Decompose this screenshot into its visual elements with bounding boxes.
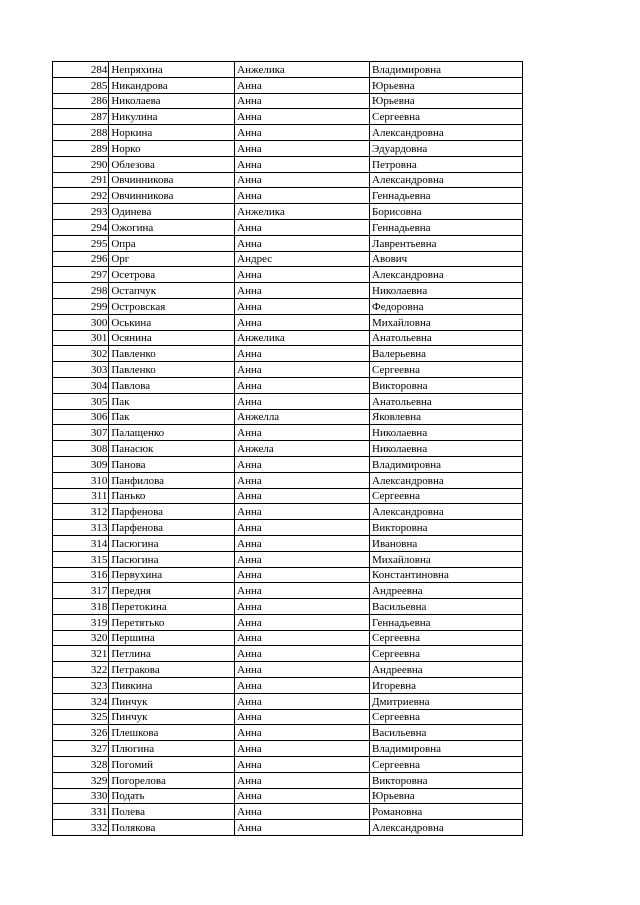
last-name-cell: Перетятько bbox=[109, 614, 235, 630]
table-row bbox=[53, 567, 523, 583]
row-number-cell: 296 bbox=[53, 251, 109, 267]
last-name-cell: Осянина bbox=[109, 330, 235, 346]
row-number-cell: 316 bbox=[53, 567, 109, 583]
middle-name-cell: Юрьевна bbox=[370, 93, 523, 109]
first-name-cell: Анна bbox=[235, 362, 370, 378]
row-number-cell: 301 bbox=[53, 330, 109, 346]
last-name-cell: Плешкова bbox=[109, 725, 235, 741]
row-number-cell: 328 bbox=[53, 757, 109, 773]
last-name-cell: Пивкина bbox=[109, 678, 235, 694]
row-number-cell: 291 bbox=[53, 172, 109, 188]
middle-name-cell: Николаевна bbox=[370, 283, 523, 299]
first-name-cell: Анна bbox=[235, 520, 370, 536]
last-name-cell: Пинчук bbox=[109, 693, 235, 709]
last-name-cell: Никандрова bbox=[109, 77, 235, 93]
first-name-cell: Анна bbox=[235, 235, 370, 251]
last-name-cell: Непряхина bbox=[109, 62, 235, 78]
row-number-cell: 311 bbox=[53, 488, 109, 504]
last-name-cell: Павлова bbox=[109, 377, 235, 393]
last-name-cell: Парфенова bbox=[109, 504, 235, 520]
row-number-cell: 330 bbox=[53, 788, 109, 804]
first-name-cell: Анна bbox=[235, 219, 370, 235]
table-row bbox=[53, 93, 523, 109]
middle-name-cell: Владимировна bbox=[370, 741, 523, 757]
middle-name-cell: Анатольевна bbox=[370, 393, 523, 409]
row-number-cell: 302 bbox=[53, 346, 109, 362]
last-name-cell: Передня bbox=[109, 583, 235, 599]
table-row bbox=[53, 346, 523, 362]
table-row bbox=[53, 488, 523, 504]
row-number-cell: 313 bbox=[53, 520, 109, 536]
middle-name-cell: Васильевна bbox=[370, 599, 523, 615]
table-row bbox=[53, 267, 523, 283]
last-name-cell: Палащенко bbox=[109, 425, 235, 441]
middle-name-cell: Дмитриевна bbox=[370, 693, 523, 709]
middle-name-cell: Николаевна bbox=[370, 425, 523, 441]
middle-name-cell: Константиновна bbox=[370, 567, 523, 583]
row-number-cell: 314 bbox=[53, 535, 109, 551]
middle-name-cell: Геннадьевна bbox=[370, 614, 523, 630]
row-number-cell: 319 bbox=[53, 614, 109, 630]
first-name-cell: Анна bbox=[235, 77, 370, 93]
row-number-cell: 331 bbox=[53, 804, 109, 820]
last-name-cell: Пак bbox=[109, 409, 235, 425]
row-number-cell: 290 bbox=[53, 156, 109, 172]
middle-name-cell: Борисовна bbox=[370, 204, 523, 220]
first-name-cell: Анна bbox=[235, 709, 370, 725]
middle-name-cell: Ивановна bbox=[370, 535, 523, 551]
last-name-cell: Павленко bbox=[109, 362, 235, 378]
table-row bbox=[53, 62, 523, 78]
last-name-cell: Панько bbox=[109, 488, 235, 504]
last-name-cell: Парфенова bbox=[109, 520, 235, 536]
table-row bbox=[53, 693, 523, 709]
table-row bbox=[53, 362, 523, 378]
first-name-cell: Анна bbox=[235, 504, 370, 520]
table-row bbox=[53, 504, 523, 520]
first-name-cell: Анжелика bbox=[235, 330, 370, 346]
table-row bbox=[53, 441, 523, 457]
row-number-cell: 303 bbox=[53, 362, 109, 378]
last-name-cell: Павленко bbox=[109, 346, 235, 362]
table-row bbox=[53, 599, 523, 615]
first-name-cell: Анжела bbox=[235, 441, 370, 457]
row-number-cell: 327 bbox=[53, 741, 109, 757]
table-row bbox=[53, 314, 523, 330]
table-row bbox=[53, 409, 523, 425]
last-name-cell: Панфилова bbox=[109, 472, 235, 488]
table-row bbox=[53, 614, 523, 630]
last-name-cell: Перетокина bbox=[109, 599, 235, 615]
row-number-cell: 308 bbox=[53, 441, 109, 457]
table-row bbox=[53, 741, 523, 757]
table-row bbox=[53, 425, 523, 441]
table-row bbox=[53, 662, 523, 678]
last-name-cell: Панова bbox=[109, 456, 235, 472]
first-name-cell: Анна bbox=[235, 741, 370, 757]
row-number-cell: 292 bbox=[53, 188, 109, 204]
row-number-cell: 315 bbox=[53, 551, 109, 567]
row-number-cell: 288 bbox=[53, 125, 109, 141]
table-row bbox=[53, 757, 523, 773]
middle-name-cell: Сергеевна bbox=[370, 646, 523, 662]
middle-name-cell: Юрьевна bbox=[370, 77, 523, 93]
row-number-cell: 300 bbox=[53, 314, 109, 330]
middle-name-cell: Лаврентьевна bbox=[370, 235, 523, 251]
middle-name-cell: Владимировна bbox=[370, 62, 523, 78]
first-name-cell: Анна bbox=[235, 267, 370, 283]
middle-name-cell: Петровна bbox=[370, 156, 523, 172]
table-row bbox=[53, 820, 523, 836]
table-row bbox=[53, 804, 523, 820]
row-number-cell: 298 bbox=[53, 283, 109, 299]
last-name-cell: Овчинникова bbox=[109, 188, 235, 204]
first-name-cell: Анна bbox=[235, 393, 370, 409]
last-name-cell: Першина bbox=[109, 630, 235, 646]
middle-name-cell: Михайловна bbox=[370, 314, 523, 330]
names-table bbox=[52, 61, 523, 836]
table-row bbox=[53, 251, 523, 267]
table-row bbox=[53, 551, 523, 567]
last-name-cell: Овчинникова bbox=[109, 172, 235, 188]
table-row bbox=[53, 630, 523, 646]
first-name-cell: Андрес bbox=[235, 251, 370, 267]
middle-name-cell: Михайловна bbox=[370, 551, 523, 567]
middle-name-cell: Яковлевна bbox=[370, 409, 523, 425]
row-number-cell: 309 bbox=[53, 456, 109, 472]
table-row bbox=[53, 377, 523, 393]
last-name-cell: Николаева bbox=[109, 93, 235, 109]
row-number-cell: 294 bbox=[53, 219, 109, 235]
middle-name-cell: Игоревна bbox=[370, 678, 523, 694]
middle-name-cell: Сергеевна bbox=[370, 488, 523, 504]
first-name-cell: Анна bbox=[235, 599, 370, 615]
middle-name-cell: Сергеевна bbox=[370, 709, 523, 725]
first-name-cell: Анна bbox=[235, 425, 370, 441]
last-name-cell: Облезова bbox=[109, 156, 235, 172]
first-name-cell: Анна bbox=[235, 772, 370, 788]
middle-name-cell: Александровна bbox=[370, 125, 523, 141]
row-number-cell: 297 bbox=[53, 267, 109, 283]
middle-name-cell: Александровна bbox=[370, 820, 523, 836]
row-number-cell: 324 bbox=[53, 693, 109, 709]
table-row bbox=[53, 109, 523, 125]
middle-name-cell: Сергеевна bbox=[370, 109, 523, 125]
row-number-cell: 329 bbox=[53, 772, 109, 788]
row-number-cell: 312 bbox=[53, 504, 109, 520]
last-name-cell: Осетрова bbox=[109, 267, 235, 283]
first-name-cell: Анна bbox=[235, 693, 370, 709]
last-name-cell: Пинчук bbox=[109, 709, 235, 725]
middle-name-cell: Александровна bbox=[370, 504, 523, 520]
first-name-cell: Анна bbox=[235, 820, 370, 836]
first-name-cell: Анжелика bbox=[235, 62, 370, 78]
middle-name-cell: Федоровна bbox=[370, 298, 523, 314]
last-name-cell: Опра bbox=[109, 235, 235, 251]
row-number-cell: 323 bbox=[53, 678, 109, 694]
last-name-cell: Петлина bbox=[109, 646, 235, 662]
middle-name-cell: Владимировна bbox=[370, 456, 523, 472]
middle-name-cell: Васильевна bbox=[370, 725, 523, 741]
row-number-cell: 326 bbox=[53, 725, 109, 741]
first-name-cell: Анжелла bbox=[235, 409, 370, 425]
table-row bbox=[53, 520, 523, 536]
last-name-cell: Орг bbox=[109, 251, 235, 267]
table-row bbox=[53, 156, 523, 172]
last-name-cell: Оськина bbox=[109, 314, 235, 330]
first-name-cell: Анна bbox=[235, 583, 370, 599]
row-number-cell: 299 bbox=[53, 298, 109, 314]
table-row bbox=[53, 535, 523, 551]
first-name-cell: Анна bbox=[235, 314, 370, 330]
first-name-cell: Анна bbox=[235, 140, 370, 156]
first-name-cell: Анжелика bbox=[235, 204, 370, 220]
first-name-cell: Анна bbox=[235, 646, 370, 662]
middle-name-cell: Викторовна bbox=[370, 772, 523, 788]
row-number-cell: 307 bbox=[53, 425, 109, 441]
names-table-body bbox=[53, 62, 523, 836]
middle-name-cell: Александровна bbox=[370, 267, 523, 283]
row-number-cell: 332 bbox=[53, 820, 109, 836]
table-row bbox=[53, 188, 523, 204]
table-row bbox=[53, 140, 523, 156]
middle-name-cell: Эдуардовна bbox=[370, 140, 523, 156]
last-name-cell: Норко bbox=[109, 140, 235, 156]
middle-name-cell: Александровна bbox=[370, 472, 523, 488]
table-row bbox=[53, 235, 523, 251]
last-name-cell: Остапчук bbox=[109, 283, 235, 299]
row-number-cell: 286 bbox=[53, 93, 109, 109]
row-number-cell: 310 bbox=[53, 472, 109, 488]
first-name-cell: Анна bbox=[235, 567, 370, 583]
first-name-cell: Анна bbox=[235, 472, 370, 488]
table-row bbox=[53, 393, 523, 409]
first-name-cell: Анна bbox=[235, 678, 370, 694]
row-number-cell: 304 bbox=[53, 377, 109, 393]
first-name-cell: Анна bbox=[235, 172, 370, 188]
middle-name-cell: Авович bbox=[370, 251, 523, 267]
last-name-cell: Полева bbox=[109, 804, 235, 820]
table-row bbox=[53, 172, 523, 188]
middle-name-cell: Николаевна bbox=[370, 441, 523, 457]
table-row bbox=[53, 646, 523, 662]
first-name-cell: Анна bbox=[235, 109, 370, 125]
last-name-cell: Одинева bbox=[109, 204, 235, 220]
middle-name-cell: Геннадьевна bbox=[370, 219, 523, 235]
first-name-cell: Анна bbox=[235, 725, 370, 741]
middle-name-cell: Викторовна bbox=[370, 520, 523, 536]
first-name-cell: Анна bbox=[235, 662, 370, 678]
table-row bbox=[53, 219, 523, 235]
first-name-cell: Анна bbox=[235, 788, 370, 804]
middle-name-cell: Сергеевна bbox=[370, 757, 523, 773]
last-name-cell: Пасюгина bbox=[109, 535, 235, 551]
row-number-cell: 287 bbox=[53, 109, 109, 125]
table-row bbox=[53, 283, 523, 299]
last-name-cell: Панасюк bbox=[109, 441, 235, 457]
table-row bbox=[53, 298, 523, 314]
table-row bbox=[53, 709, 523, 725]
first-name-cell: Анна bbox=[235, 346, 370, 362]
last-name-cell: Островская bbox=[109, 298, 235, 314]
middle-name-cell: Сергеевна bbox=[370, 362, 523, 378]
last-name-cell: Полякова bbox=[109, 820, 235, 836]
table-row bbox=[53, 204, 523, 220]
last-name-cell: Пасюгина bbox=[109, 551, 235, 567]
first-name-cell: Анна bbox=[235, 125, 370, 141]
first-name-cell: Анна bbox=[235, 757, 370, 773]
table-row bbox=[53, 583, 523, 599]
row-number-cell: 320 bbox=[53, 630, 109, 646]
table-row bbox=[53, 330, 523, 346]
middle-name-cell: Геннадьевна bbox=[370, 188, 523, 204]
first-name-cell: Анна bbox=[235, 614, 370, 630]
row-number-cell: 293 bbox=[53, 204, 109, 220]
last-name-cell: Норкина bbox=[109, 125, 235, 141]
table-row bbox=[53, 725, 523, 741]
row-number-cell: 284 bbox=[53, 62, 109, 78]
last-name-cell: Ожогина bbox=[109, 219, 235, 235]
last-name-cell: Пак bbox=[109, 393, 235, 409]
last-name-cell: Погорелова bbox=[109, 772, 235, 788]
table-row bbox=[53, 678, 523, 694]
last-name-cell: Погомий bbox=[109, 757, 235, 773]
row-number-cell: 285 bbox=[53, 77, 109, 93]
middle-name-cell: Анатольевна bbox=[370, 330, 523, 346]
first-name-cell: Анна bbox=[235, 630, 370, 646]
middle-name-cell: Сергеевна bbox=[370, 630, 523, 646]
first-name-cell: Анна bbox=[235, 188, 370, 204]
table-row bbox=[53, 772, 523, 788]
first-name-cell: Анна bbox=[235, 156, 370, 172]
table-row bbox=[53, 125, 523, 141]
middle-name-cell: Валерьевна bbox=[370, 346, 523, 362]
row-number-cell: 295 bbox=[53, 235, 109, 251]
middle-name-cell: Андреевна bbox=[370, 662, 523, 678]
row-number-cell: 325 bbox=[53, 709, 109, 725]
row-number-cell: 305 bbox=[53, 393, 109, 409]
last-name-cell: Первухина bbox=[109, 567, 235, 583]
last-name-cell: Никулина bbox=[109, 109, 235, 125]
middle-name-cell: Романовна bbox=[370, 804, 523, 820]
middle-name-cell: Александровна bbox=[370, 172, 523, 188]
table-row bbox=[53, 77, 523, 93]
first-name-cell: Анна bbox=[235, 456, 370, 472]
row-number-cell: 322 bbox=[53, 662, 109, 678]
row-number-cell: 289 bbox=[53, 140, 109, 156]
last-name-cell: Петракова bbox=[109, 662, 235, 678]
table-row bbox=[53, 788, 523, 804]
first-name-cell: Анна bbox=[235, 377, 370, 393]
last-name-cell: Плюгина bbox=[109, 741, 235, 757]
row-number-cell: 306 bbox=[53, 409, 109, 425]
first-name-cell: Анна bbox=[235, 283, 370, 299]
middle-name-cell: Юрьевна bbox=[370, 788, 523, 804]
first-name-cell: Анна bbox=[235, 804, 370, 820]
first-name-cell: Анна bbox=[235, 298, 370, 314]
row-number-cell: 321 bbox=[53, 646, 109, 662]
middle-name-cell: Андреевна bbox=[370, 583, 523, 599]
middle-name-cell: Викторовна bbox=[370, 377, 523, 393]
row-number-cell: 317 bbox=[53, 583, 109, 599]
first-name-cell: Анна bbox=[235, 551, 370, 567]
last-name-cell: Подать bbox=[109, 788, 235, 804]
table-row bbox=[53, 472, 523, 488]
table-row bbox=[53, 456, 523, 472]
row-number-cell: 318 bbox=[53, 599, 109, 615]
first-name-cell: Анна bbox=[235, 535, 370, 551]
first-name-cell: Анна bbox=[235, 93, 370, 109]
first-name-cell: Анна bbox=[235, 488, 370, 504]
